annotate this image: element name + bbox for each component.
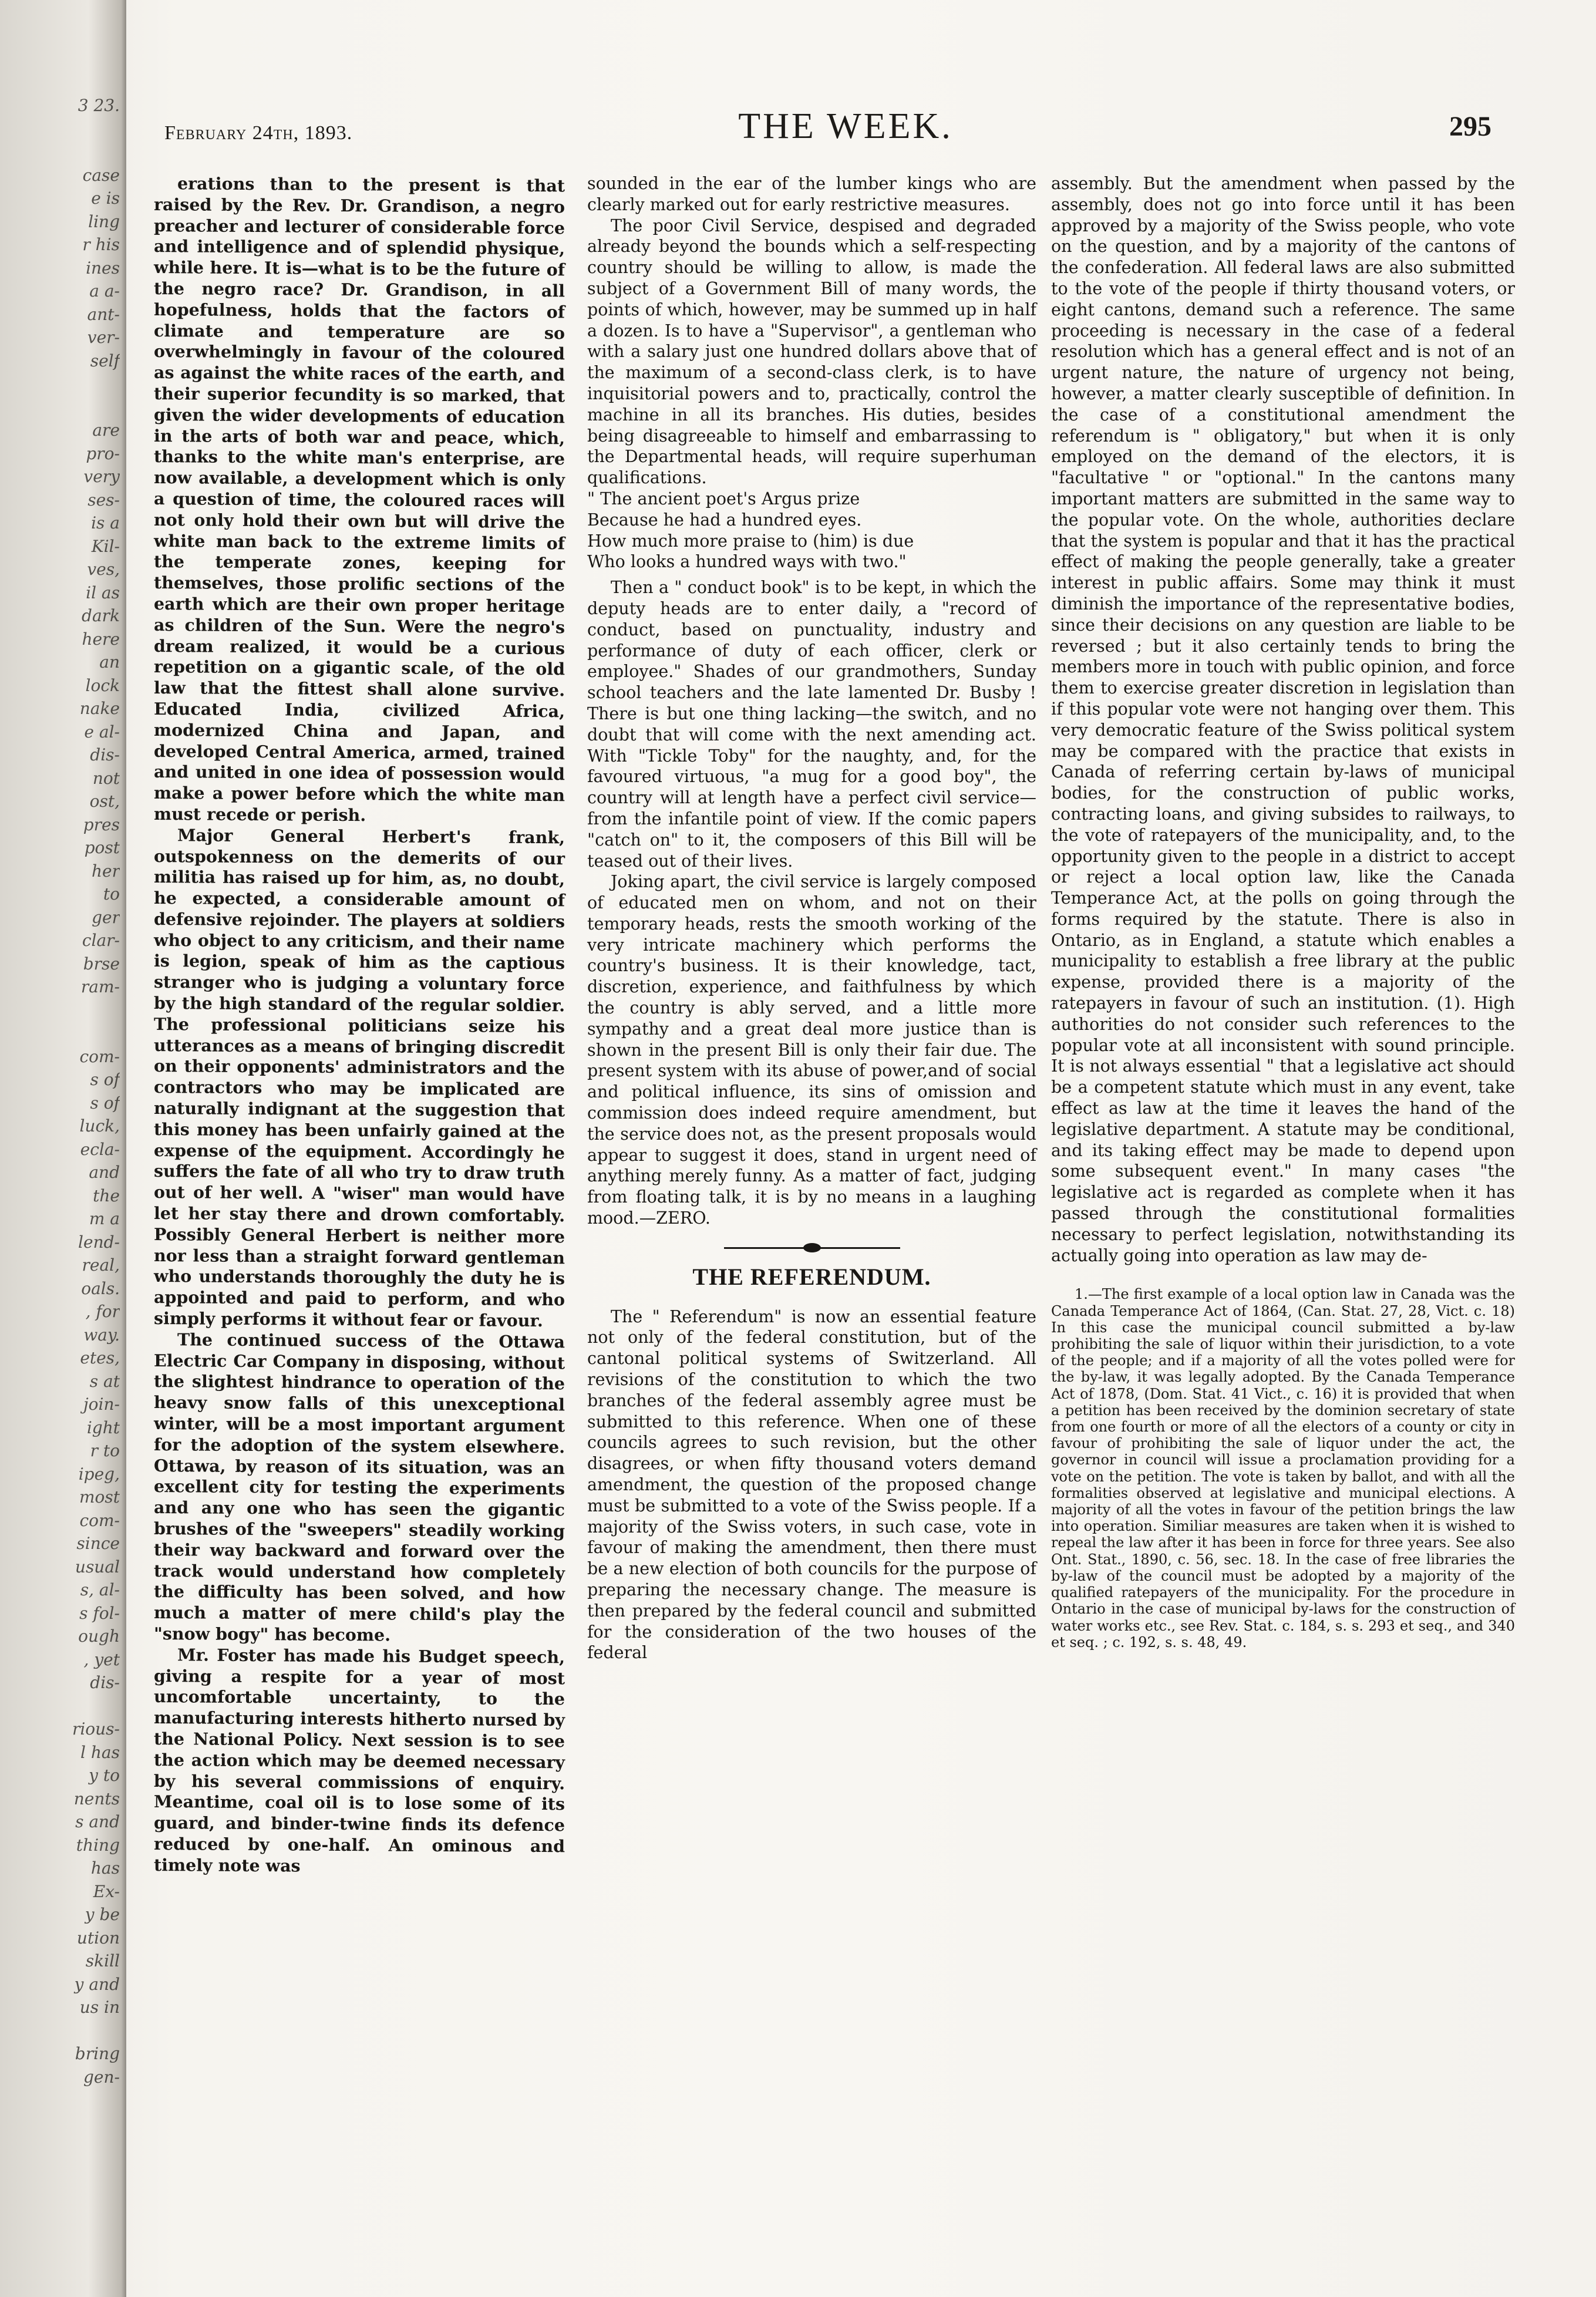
gutter-fragment: com- xyxy=(79,1510,120,1530)
facing-page-gutter xyxy=(0,0,126,2297)
gutter-fragment: pro- xyxy=(86,443,120,463)
gutter-fragment: here xyxy=(82,629,120,649)
gutter-fragment: dark xyxy=(82,606,120,625)
paragraph: Joking apart, the civil service is largely composed of educated men on whom, and not on their temporary heads, rests the smooth working of the very intricate machinery which performs the country's business. It is their knowledge, tact, discretion, experience, and faithfulness by which the country is ably served, and a little more sympathy and a great deal more justice than is shown in the present Bill is only their fair due. The present system with its abuse of power,and of social and political influence, its sins of omission and commission does indeed require amendment, but the service does not, as the present proposals would appear to suggest it does, stand in urgent need of anything merely funny. As a matter of fact, judging from floating talk, it is by no means in a laughing mood.—ZERO. xyxy=(587,872,1036,1228)
gutter-fragment: s at xyxy=(89,1371,120,1391)
gutter-fragment: ost, xyxy=(89,792,120,811)
gutter-fragment xyxy=(2,396,120,419)
gutter-fragment: since xyxy=(76,1534,120,1553)
gutter-fragment: ough xyxy=(78,1626,120,1646)
gutter-fragment xyxy=(2,1695,120,1718)
gutter-fragment: ant- xyxy=(87,304,120,324)
gutter-fragment: dis- xyxy=(90,745,120,764)
gutter-fragment: ecla- xyxy=(80,1139,120,1159)
gutter-fragment: self xyxy=(90,351,120,371)
ornamental-divider xyxy=(724,1241,900,1255)
gutter-fragment: lend- xyxy=(78,1232,120,1252)
gutter-fragment: most xyxy=(79,1487,120,1507)
gutter-fragment: ver- xyxy=(87,328,120,347)
gutter-fragment: pres xyxy=(83,814,120,834)
gutter-fragment: lock xyxy=(85,675,120,695)
gutter-fragment: post xyxy=(84,838,120,857)
gutter-fragment: join- xyxy=(83,1395,120,1414)
gutter-fragment: has xyxy=(90,1858,120,1878)
paragraph: sounded in the ear of the lumber kings who are clearly marked out for early restrictive measures. xyxy=(587,174,1036,214)
gutter-fragment: to xyxy=(103,884,120,904)
gutter-fragment: s of xyxy=(90,1093,120,1113)
paragraph: Major General Herbert's frank, outspokenness on the demerits of our militia has raised up for him, as, no doubt, he expected, a considerable amount of defensive rejoinder. The players at soldiers who object to any criticism, and their name is legion, speak of him as the captious stranger who is judging a voluntary force by the high standard of the regular soldier. The professional politicians seize his utterances as a means of bringing discredit on their opponents' administrators and the contractors who may be implicated are naturally indignant at the suggestion that this money has been unfairly gained at the expense of the equipment. Accordingly he suffers the fate of all who try to draw truth out of her well. A "wiser" man would have let her stay there and drown comfortably. Possibly General Herbert is neither more nor less than a straight forward gentleman who understands thoroughly the duty he is appointed and paid to perform, and who simply performs it without fear or favour. xyxy=(154,824,565,1331)
gutter-fragment: and xyxy=(89,1163,120,1182)
gutter-fragment: com- xyxy=(79,1046,120,1066)
gutter-fragment: s, al- xyxy=(80,1580,120,1599)
footnote-text: 1.—The first example of a local option law in Canada was the Canada Temperance Act of 1864, (Can. Stat. 27, 28, Vict. c. 18) In this case the municipal council submitted a by-law prohibiting the sale of liquor within their jurisdiction, to a vote of the people; and if a majority of all the votes polled were for the by-law, it was legally adopted. By the Canada Temperance Act of 1878, (Dom. Stat. 41 Vict., c. 16) it is provided that when a petition has been received by the dominion secretary of state from one fourth or more of all the electors of a county or city in favour of prohibiting the sale of liquor under the act, the governor in council will issue a proclamation providing for a vote on the petition. The vote is taken by ballot, and with all the formalities observed at legislative and municipal elections. A majority of all the votes in favour of the petition brings the law into operation. Similiar measures are taken when it is wished to repeal the law after it has been in force for three years. See also Ont. Stat., 1890, c. 56, sec. 18. In the case of free libraries the by-law of the council must be adopted by a majority of the qualified ratepayers of the municipality. For the procedure in Ontario in the case of municipal by-laws for the construction of water works etc., see Rev. Stat. c. 184, s. s. 293 et seq., and 340 et seq. ; c. 192, s. s. 48, 49. xyxy=(1051,1286,1515,1651)
gutter-fragment: s fol- xyxy=(79,1603,120,1623)
gutter-fragment: y and xyxy=(74,1974,120,1994)
gutter-fragment: Ex- xyxy=(93,1881,120,1901)
gutter-fragment: oals. xyxy=(81,1278,120,1298)
gutter-fragment: case xyxy=(82,165,120,185)
gutter-fragment: skill xyxy=(85,1951,120,1971)
gutter-fragment: ram- xyxy=(80,977,120,996)
gutter-fragment: , for xyxy=(85,1302,120,1321)
page-number: 295 xyxy=(1449,111,1491,142)
verse-line: How much more praise to (him) is due xyxy=(587,531,914,551)
gutter-fragment: us in xyxy=(79,1998,120,2017)
gutter-fragment: r to xyxy=(90,1441,120,1460)
gutter-fragment: nake xyxy=(79,699,120,718)
gutter-fragment: dis- xyxy=(90,1673,120,1692)
paragraph: The " Referendum" is now an essential feature not only of the federal constitution, but of the cantonal political systems of Switzerland. All revisions of the constitution to which the two branches of the federal assembly agree must be submitted to this reference. When one of these councils agrees to such revision, but the other disagrees, or when fifty thousand voters demand amendment, the question of the proposed change must be submitted to a vote of the Swiss people. If a majority of the Swiss voters, in such case, vote in favour of making the amendment, then there must be a new election of both councils for the purpose of preparing the necessary change. The measure is then prepared by the federal council and submitted for the consideration of the two houses of the federal xyxy=(587,1306,1036,1663)
gutter-fragment: are xyxy=(92,420,120,440)
gutter-fragment xyxy=(2,1022,120,1045)
gutter-fragment: e al- xyxy=(84,722,120,742)
gutter-fragment: etes, xyxy=(80,1348,120,1368)
gutter-fragment: l has xyxy=(80,1742,120,1762)
column-2 xyxy=(587,173,1036,1663)
gutter-fragment: very xyxy=(83,467,120,486)
verse-quote xyxy=(587,489,1036,572)
gutter-fragment: Kil- xyxy=(91,536,120,556)
verse-line: Because he had a hundred eyes. xyxy=(587,510,862,530)
gutter-fragment: thing xyxy=(76,1835,120,1855)
gutter-fragment: s and xyxy=(75,1812,120,1831)
gutter-fragment: s of xyxy=(90,1070,120,1089)
gutter-fragment: her xyxy=(92,861,120,881)
verse-line: " The ancient poet's Argus prize xyxy=(587,489,860,508)
gutter-fragment: ution xyxy=(76,1928,120,1948)
gutter-fragment: the xyxy=(93,1185,120,1205)
gutter-fragment xyxy=(2,2019,120,2043)
gutter-fragment xyxy=(2,999,120,1022)
paragraph: The continued success of the Ottawa Electric Car Company in disposing, without the slightest hindrance to operation of the heavy snow falls of this unexceptional winter, will be a most important argument for the adoption of the system elsewhere. Ottawa, by reason of its situation, was an excellent city for testing the experiments and any one who has seen the gigantic brushes of the "sweepers" steadily working their way backward and forward over the track would understand how completely the difficulty has been solved, and how much a matter of mere child's play the "snow bogy" has become. xyxy=(154,1329,565,1645)
gutter-fragment: rious- xyxy=(72,1719,120,1739)
gutter-fragment: ling xyxy=(88,211,120,231)
gutter-fragment: ight xyxy=(86,1417,120,1437)
gutter-fragment: luck, xyxy=(79,1116,120,1136)
gutter-fragment xyxy=(2,372,120,396)
paragraph: Then a " conduct book" is to be kept, in which the deputy heads are to enter daily, a "record of conduct, based on punctuality, industry and performance of duty of each officer, clerk or employee." Shades of our grandmothers, Sunday school teachers and the late lamented Dr. Busby ! There is but one thing lacking—the switch, and no doubt that will come with the next amending act. With "Tickle Toby" for the naughty, and, for the favoured virtuous, "a mug for a good boy", the country will at length have a perfect civil service—from the infantile point of view. If the comic papers "catch on" to it, the composers of this Bill will be teased out of their lives. xyxy=(587,578,1036,871)
gutter-fragment: not xyxy=(92,768,120,788)
gutter-fragment: real, xyxy=(82,1255,120,1275)
column-1 xyxy=(154,173,565,1878)
facing-page-fragments xyxy=(2,94,120,2089)
gutter-fragment: e is xyxy=(91,188,120,208)
issue-date: February 24th, 1893. xyxy=(164,122,353,144)
gutter-fragment: 3 23. xyxy=(78,96,120,115)
gutter-fragment: ines xyxy=(86,258,120,278)
gutter-fragment: ger xyxy=(92,907,120,927)
paragraph: assembly. But the amendment when passed by the assembly, does not go into force until it has been approved by a majority of the Swiss people, who vote on the question, and by a majority of the cantons of the confederation. All federal laws are also submitted to the vote of the people if thirty thousand voters, or eight cantons, demand such a reference. The same proceeding is necessary in the case of a federal resolution which has a general effect and is not of an urgent nature, the nature of urgency not being, however, a matter clearly susceptible of definition. In the case of a constitutional amendment the referendum is " obligatory," but when it is only employed on the demand of the electors, it is "facultative " or "optional." In the cantons many important matters are submitted in the same way to the popular vote. On the whole, authorities declare that the system is popular and that it has the practical effect of making the people generally, take a greater interest in public affairs. Some may think it must diminish the importance of the representative bodies, since their decisions on any question are liable to be reversed ; but it also certainly tends to bring the members more in touch with public opinion, and force them to exercise greater discretion in legislation than if this popular vote were not hanging over them. This very democratic feature of the Swiss political system may be compared with the practice that exists in Canada of referring certain by-laws of municipal bodies, for the construction of public works, contracting loans, and giving subsides to railways, to the vote of ratepayers of the municipality, and, to the opportunity given to the people in a district to accept or reject a local option law, like the Canada Temperance Act, at the polls on going through the forms required by the statute. There is also in Ontario, as in England, a statute which enables a municipality to establish a free library at the public expense, provided there is a majority of the ratepayers in favour of such an institution. (1). High authorities do not consider such references to the popular vote at all inconsistent with sound principle. It is not always essential " that a legislative act should be a competent statute which must in any event, take effect as law at the time it leaves the hand of the legislative department. A statute may be conditional, and its taking effect may be made to depend upon some subsequent event." In many cases "the legislative act is regarded as complete when it has passed through the constitutional formalities necessary to perfect legislation, notwithstanding its actually going into operation as law may de- xyxy=(1051,174,1515,1265)
gutter-fragment: ipeg, xyxy=(78,1464,120,1484)
gutter-fragment: nents xyxy=(73,1789,120,1808)
gutter-fragment: gen- xyxy=(83,2067,120,2087)
gutter-fragment xyxy=(2,117,120,141)
gutter-fragment: way. xyxy=(83,1325,120,1345)
gutter-fragment: brse xyxy=(83,954,120,974)
gutter-fragment: il as xyxy=(86,582,120,602)
gutter-fragment: an xyxy=(99,652,120,672)
paragraph: The poor Civil Service, despised and degraded already beyond the bounds which a self-respecting country should be willing to allow, is made the subject of a Government Bill of many words, the points of which, however, may be summed up in half a dozen. Is to have a "Supervisor", a gentleman who with a salary just one hundred dollars above that of the maximum of a second-class clerk, is to have inquisitorial powers and to, practically, control the machine in all its branches. His duties, besides being disagreeable to himself and embarrassing to the Departmental heads, will require superhuman qualifications. xyxy=(587,215,1036,488)
masthead-title: THE WEEK. xyxy=(738,106,953,146)
gutter-fragment xyxy=(2,140,120,164)
footnote xyxy=(1051,1286,1515,1650)
paragraph: Mr. Foster has made his Budget speech, giving a respite for a year of most uncomfortable uncertainty, to the manufacturing interests hitherto nursed by the National Policy. Next session is to see the action which may be deemed necessary by his several commissions of enquiry. Meantime, coal oil is to lose some of its guard, and binder-twine finds its defence reduced by one-half. An ominous and timely note was xyxy=(154,1645,565,1876)
page-header xyxy=(159,106,1533,164)
gutter-fragment: y to xyxy=(89,1766,120,1785)
gutter-fragment: a a- xyxy=(89,281,120,301)
gutter-fragment: ves, xyxy=(87,560,120,579)
gutter-fragment: y be xyxy=(85,1905,120,1924)
gutter-fragment: clar- xyxy=(82,931,120,950)
section-heading: THE REFERENDUM. xyxy=(692,1263,931,1290)
gutter-fragment: , yet xyxy=(83,1649,120,1669)
gutter-fragment: usual xyxy=(75,1557,120,1577)
gutter-fragment: bring xyxy=(75,2044,120,2063)
gutter-fragment: is a xyxy=(91,513,120,533)
gutter-fragment: m a xyxy=(89,1209,120,1228)
paragraph: erations than to the present is that raised by the Rev. Dr. Grandison, a negro preacher and lecturer of considerable force and intelligence and of splendid physique, while here. It is—what is to be the future of the negro race? Dr. Grandison, in all hopefulness, holds that the factors of climate and temperature are so overwhelmingly in favour of the coloured as against the white races of the earth, and their superior fecundity is so marked, that given the wider developments of education in the arts of both war and peace, which, thanks to the white man's enterprise, are now available, a development which is only a question of time, the coloured races will not only hold their own but will drive the white man back to the extreme limits of the temperate zones, keeping for themselves, those prolific sections of the earth which are their own proper heritage as children of the Sun. Were the negro's dream realized, it would be a curious repetition on a gigantic scale, of the old law that the fittest shall alone survive. Educated India, civilized Africa, modernized China and Japan, and developed Central America, armed, trained and united in one idea of possession would make a power before which the white man must recede or perish. xyxy=(154,173,565,826)
verse-line: Who looks a hundred ways with two." xyxy=(587,552,907,572)
column-3 xyxy=(1051,173,1515,1651)
gutter-fragment: ses- xyxy=(87,490,120,510)
gutter-fragment: r his xyxy=(82,235,120,254)
